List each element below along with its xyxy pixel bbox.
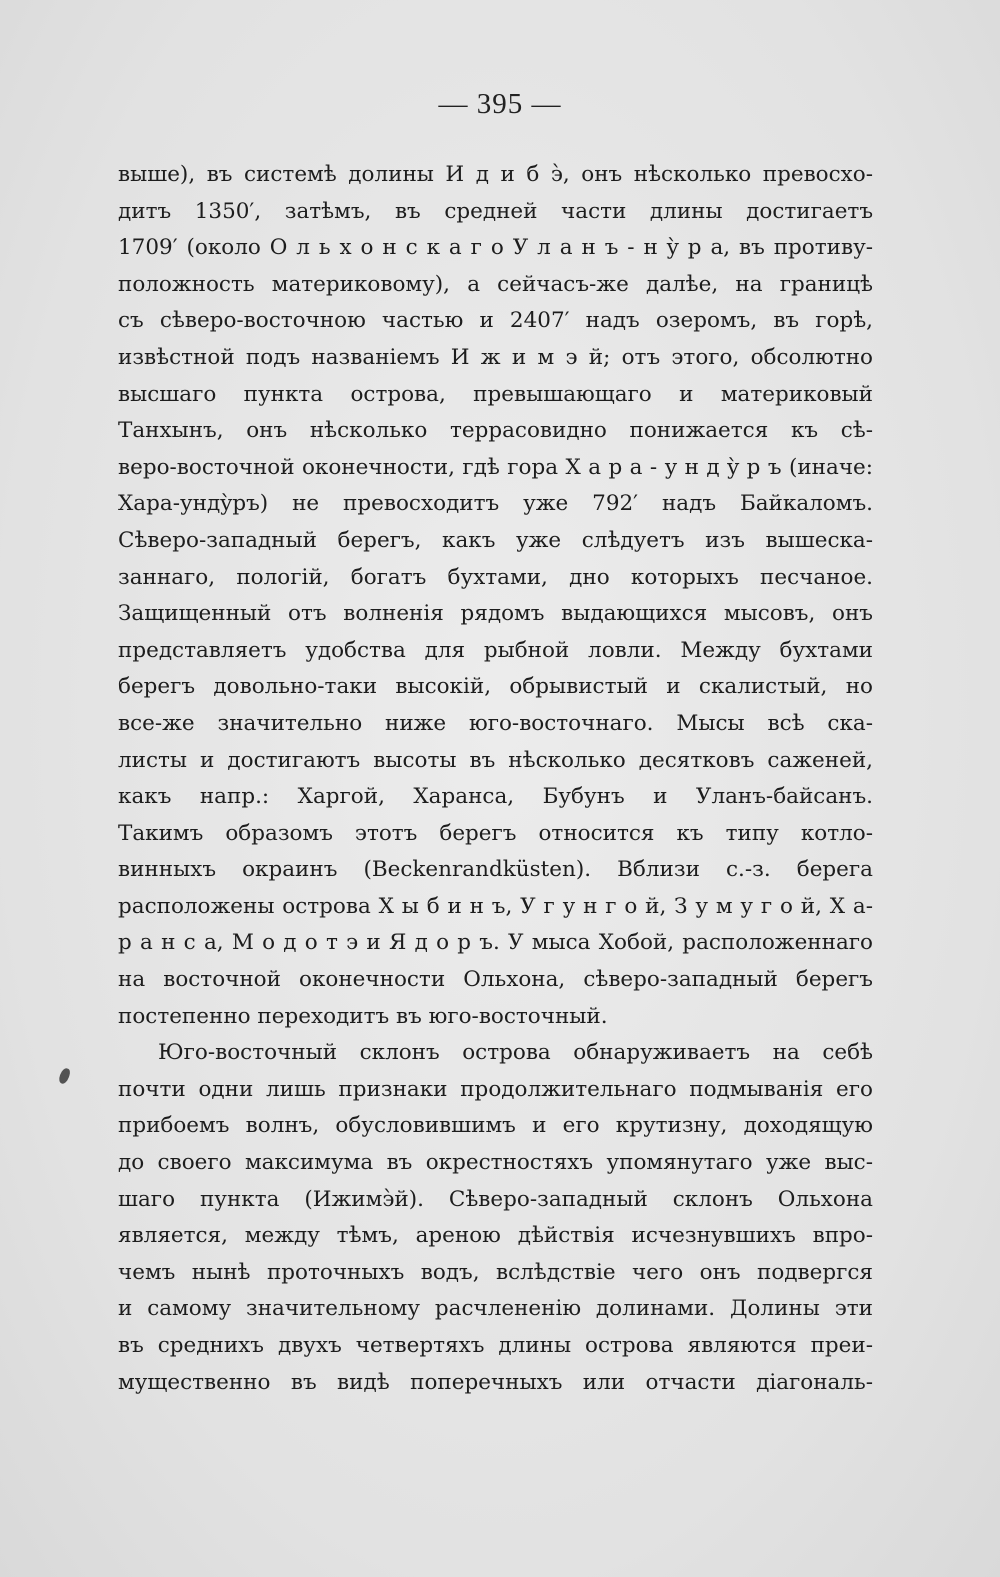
text-line: какъ напр.: Харгой, Харанса, Бубунъ и Уланъ-байсанъ. — [118, 784, 873, 810]
text-line: заннаго, пологій, богатъ бухтами, дно которыхъ песчаное. — [118, 564, 873, 590]
text-line: и самому значительному расчлененію долинами. Долины эти — [118, 1296, 873, 1322]
text-line: является, между тѣмъ, ареною дѣйствія исчезнувшихъ впро- — [118, 1223, 873, 1249]
text-line: шаго пункта (Ижимэ̀й). Сѣверо-западный склонъ Ольхона — [118, 1186, 873, 1212]
text-line: до своего максимума въ окрестностяхъ упомянутаго уже выс- — [118, 1150, 873, 1176]
text-line: положность материковому), а сейчасъ-же далѣе, на границѣ — [118, 271, 873, 297]
text-line: почти одни лишь признаки продолжительнаго подмыванія его — [118, 1076, 873, 1102]
text-line: Хара-ундỳръ) не превосходитъ уже 792′ надъ Байкаломъ. — [118, 491, 873, 517]
text-line: винныхъ окраинъ (Beckenrandküsten). Вблизи с.-з. берега — [118, 857, 873, 883]
ink-blot — [58, 1067, 72, 1085]
text-line: выше), въ системѣ долины И д и б э̀, онъ нѣсколько превосхо- — [118, 162, 873, 187]
text-line: на восточной оконечности Ольхона, сѣверо-западный берегъ — [118, 967, 873, 993]
text-line: въ среднихъ двухъ четвертяхъ длины острова являются преи- — [118, 1333, 873, 1358]
text-line: представляетъ удобства для рыбной ловли. Между бухтами — [118, 637, 873, 663]
text-line: листы и достигаютъ высоты въ нѣсколько десятковъ саженей, — [118, 747, 873, 773]
text-line: постепенно переходитъ въ юго-восточный. — [118, 1003, 608, 1029]
body-text — [118, 157, 873, 1401]
text-line: Сѣверо-западный берегъ, какъ уже слѣдуетъ изъ вышеска- — [118, 527, 873, 553]
text-line: прибоемъ волнъ, обусловившимъ и его крутизну, доходящую — [118, 1113, 873, 1139]
text-line: все-же значительно ниже юго-восточнаго. Мысы всѣ ска- — [118, 710, 873, 736]
text-line: дитъ 1350′, затѣмъ, въ средней части длины достигаетъ — [118, 198, 873, 224]
text-line: 1709′ (около О л ь х о н с к а г о У л а н ъ - н ỳ р а, въ противу- — [118, 235, 873, 261]
text-line: извѣстной подъ названіемъ И ж и м э й; отъ этого, обсолютно — [118, 344, 873, 370]
text-line: съ сѣверо-восточною частью и 2407′ надъ озеромъ, въ горѣ, — [118, 308, 873, 334]
text-line: Защищенный отъ волненія рядомъ выдающихся мысовъ, онъ — [118, 601, 873, 627]
text-line: веро-восточной оконечности, гдѣ гора Х а р а - у н д ỳ р ъ (иначе: — [118, 454, 873, 480]
text-line: высшаго пункта острова, превышающаго и материковый — [118, 381, 873, 407]
text-line: Танхынъ, онъ нѣсколько террасовидно понижается къ сѣ- — [118, 418, 873, 444]
text-line: Юго-восточный склонъ острова обнаруживаетъ на себѣ — [158, 1040, 873, 1066]
text-line: расположены острова Х ы б и н ъ, У г у н г о й, З у м у г о й, Х а- — [118, 893, 873, 919]
text-line: р а н с а, М о д о т э и Я д о р ъ. У мыса Хобой, расположеннаго — [118, 930, 873, 956]
text-line: мущественно въ видѣ поперечныхъ или отчасти діагональ- — [118, 1369, 873, 1395]
text-line: берегъ довольно-таки высокій, обрывистый и скалистый, но — [118, 674, 873, 700]
text-line: Такимъ образомъ этотъ берегъ относится къ типу котло- — [118, 820, 873, 846]
text-line: чемъ нынѣ проточныхъ водъ, вслѣдствіе чего онъ подвергся — [118, 1259, 873, 1285]
page-number: — 395 — — [438, 88, 562, 120]
paragraph-2 — [118, 1035, 873, 1401]
paragraph-1 — [118, 157, 873, 1035]
